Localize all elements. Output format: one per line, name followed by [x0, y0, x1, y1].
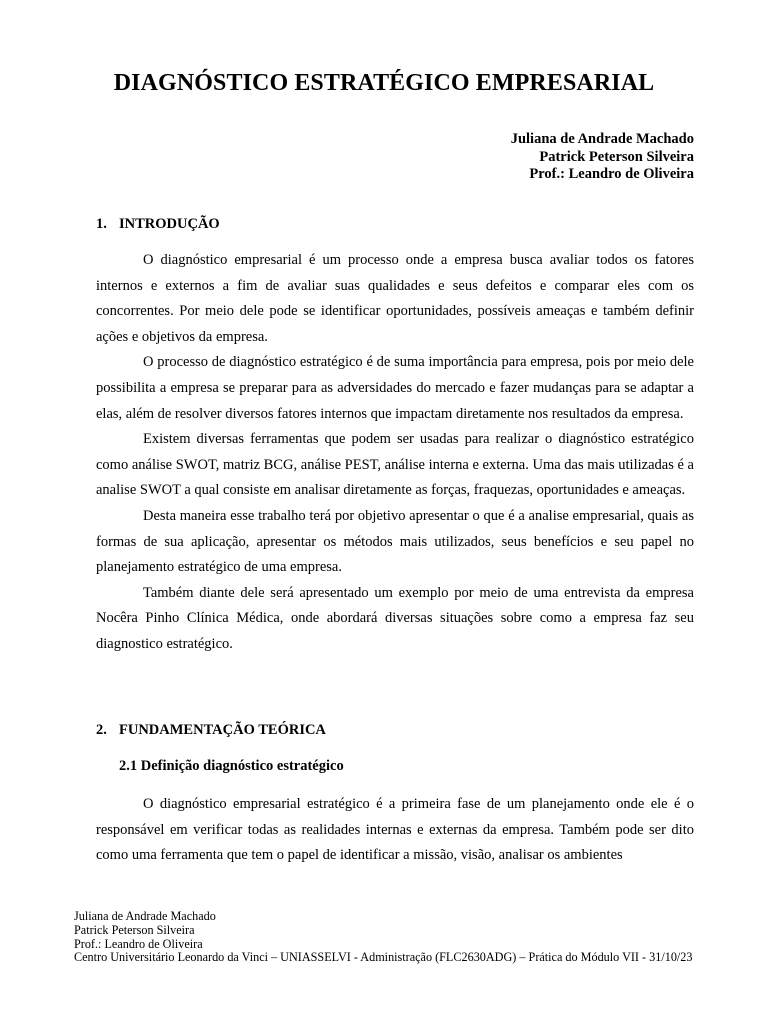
- section-heading-theoretical-foundation: [96, 722, 326, 739]
- paragraph: O diagnóstico empresarial é um processo onde a empresa busca avaliar todos os fatores internos e externos a fim de avaliar suas qualidades e seus defeitos e comparar eles com os concorrentes. Por meio dele pode se identificar oportunidades, possíveis ameaças e também definir ações e objetivos da empresa.: [96, 252, 694, 345]
- paragraph: Desta maneira esse trabalho terá por objetivo apresentar o que é a analise empresarial, quais as formas de sua aplicação, apresentar os métodos mais utilizados, seus benefícios e seu papel no planejamento estratégico de uma empresa.: [96, 507, 694, 576]
- author-block: [511, 131, 694, 184]
- footer-line: Patrick Peterson Silveira: [74, 922, 195, 937]
- paragraph: O diagnóstico empresarial estratégico é a primeira fase de um planejamento onde ele é o responsável em verificar todas as realidades internas e externas da empresa. Também pode ser dito como uma ferramenta que tem o papel de identificar a missão, visão, analisar os ambientes: [96, 796, 694, 864]
- author-name: Patrick Peterson Silveira: [539, 148, 694, 165]
- footer-line: Prof.: Leandro de Oliveira: [74, 936, 203, 951]
- section-number: 2.: [96, 722, 107, 738]
- subsection-heading: 2.1 Definição diagnóstico estratégico: [119, 758, 344, 774]
- subsection-body: [96, 792, 694, 869]
- paragraph: O processo de diagnóstico estratégico é de suma importância para empresa, pois por meio dele possibilita a empresa se preparar para as adversidades do mercado e fazer mudanças para se adaptar a elas, além de resolver diversos fatores internos que impactam diretamente nos resultados da empresa.: [96, 354, 694, 422]
- footer-line: Centro Universitário Leonardo da Vinci – UNIASSELVI - Administração (FLC2630ADG) – Prática do Módulo VII - 31/10/23: [74, 950, 693, 965]
- document-title: DIAGNÓSTICO ESTRATÉGICO EMPRESARIAL: [113, 70, 655, 96]
- paragraph: Também diante dele será apresentado um exemplo por meio de uma entrevista da empresa Nocêra Pinho Clínica Médica, onde abordará diversas situações sobre como a empresa faz seu diagnostico estratégico.: [96, 584, 694, 652]
- section-title: INTRODUÇÃO: [119, 216, 220, 232]
- section-heading-introduction: [96, 216, 220, 233]
- professor-name: Prof.: Leandro de Oliveira: [529, 166, 694, 182]
- section-number: 1.: [96, 216, 107, 232]
- footer-line: Juliana de Andrade Machado: [74, 909, 216, 923]
- paragraph: Existem diversas ferramentas que podem ser usadas para realizar o diagnóstico estratégico como análise SWOT, matriz BCG, análise PEST, análise interna e externa. Uma das mais utilizadas é a analise SWOT a qual consiste em analisar diretamente as forças, fraquezas, oportunidades e ameaças.: [96, 431, 694, 499]
- author-name: Juliana de Andrade Machado: [510, 131, 694, 147]
- introduction-body: [96, 248, 694, 658]
- page-footer: [74, 910, 694, 965]
- section-title: FUNDAMENTAÇÃO TEÓRICA: [119, 722, 326, 738]
